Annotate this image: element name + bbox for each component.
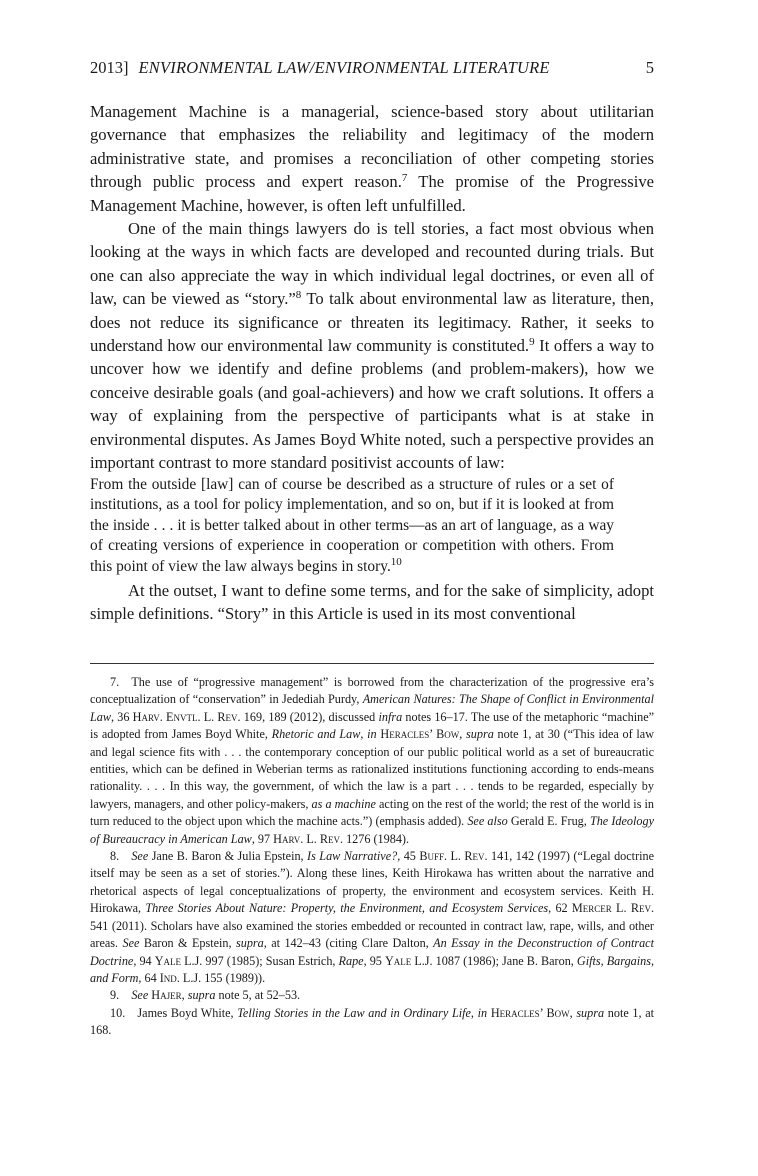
page-number: 5 [645,58,654,77]
paragraph-1: Management Machine is a managerial, science-based story about utilitarian governance that emphasizes the reliability and legitimacy of the modern administrative state, and promises a reconciliation of other competing stories through public process and expert reason.$^7$ The promise of the Progressive Management Machine, however, is often left unfulfilled. [90,102,654,215]
footnote-8: 8. See Jane B. Baron & Julia Epstein, Is Law Narrative?, 45 Buff. L. Rev. 141, 142 (1997) (“Legal doctrine itself may be seen as a set of stories.”). Along these lines, Keith Hirokawa has written about the narrative and rhetorical aspects of legal conceptualizations of property, the environment and ecosystem services. Keith H. Hirokawa, Three Stories About Nature: Property, the Environment, and Ecosystem Services, 62 Mercer L. Rev. 541 (2011). Scholars have also examined the stories embedded or recounted in contract law, rape, wills, and other areas. See Baron & Epstein, supra, at 142–43 (citing Clare Dalton, An Essay in the Deconstruction of Contract Doctrine, 94 Yale L.J. 997 (1985); Susan Estrich, Rape, 95 Yale L.J. 1087 (1986); Jane B. Baron, Gifts, Bargains, and Form, 64 Ind. L.J. 155 (1989)). [90,849,655,985]
footnote-10: 10. James Boyd White, Telling Stories in the Law and in Ordinary Life, in Heracles’ Bow, supra note 1, at 168. [90,1005,655,1038]
footnote-divider [90,663,654,664]
footnote-7: 7. The use of “progressive management” is borrowed from the characterization of the progressive era’s conceptualization of “conservation” in Jedediah Purdy, American Natures: The Shape of Conflict in Environmental Law, 36 Harv. Envtl. L. Rev. 169, 189 (2012), discussed infra notes 16–17. The use of the metaphoric “machine” is adopted from James Boyd White, Rhetoric and Law, in Heracles’ Bow, supra note 1, at 30 (“This idea of law and legal science fits with . . . the contemporary conception of our public political world as a set of bureaucratic entities, which can be defined in Weberian terms as rationalized institutions functioning according to ends-means rationality. . . . In this way, the government, of which the law is a part . . . tends to be regarded, especially by lawyers, managers, and other policy-makers, as a machine acting on the rest of the world; the rest of the world is in turn reduced to the object upon which the machine acts.”) (emphasis added). See also Gerald E. Frug, The Ideology of Bureaucracy in American Law, 97 Harv. L. Rev. 1276 (1984). [90,675,655,846]
volume-year: 2013] [90,58,129,77]
footnotes [90,674,654,1040]
running-header [90,58,654,80]
footnote-ref-9[interactable]: 9 [529,336,535,349]
footnote-9: 9. See Hajer, supra note 5, at 52–53. [110,988,301,1003]
main-text [90,100,654,626]
block-quote: From the outside [law] can of course be described as a structure of rules or a set of institutions, as a tool for policy implementation, and so on, but if it is looked at from the inside . . . it is better talked about in other terms—as an art of language, as a way of creating versions of experience in cooperation or competition with others. From this point of view the law always begins in story.$^{10}$ [90,475,614,575]
footnote-ref-8[interactable]: 8 [295,289,302,302]
footnote-ref-10[interactable]: 10 [390,555,402,568]
paragraph-3: At the outset, I want to define some terms, and for the sake of simplicity, adopt simple definitions. “Story” in this Article is used in its most conventional [90,581,654,624]
running-header-left [90,58,550,78]
paragraph-2: One of the main things lawyers do is tell stories, a fact most obvious when looking at the ways in which facts are developed and recounted during trials. But one can also appreciate the way in which individual legal doctrines, or even all of law, can be viewed as “story.”$^8$ To talk about environmental law as literature, then, does not reduce its significance or threaten its legitimacy. Rather, it seeks to understand how our environmental law community is constituted.$^9$ It offers a way to uncover how we identify and define problems (and problem-makers), how we conceive desirable goals (and goal-achievers) and how we craft solutions. It offers a way of explaining from the perspective of participants what is at stake in environmental disputes. As James Boyd White noted, such a perspective provides an important contrast to more standard positivist accounts of law: [90,219,654,473]
footnote-ref-7[interactable]: 7 [401,172,408,185]
journal-running-title: ENVIRONMENTAL LAW/ENVIRONMENTAL LITERATURE [138,58,550,77]
